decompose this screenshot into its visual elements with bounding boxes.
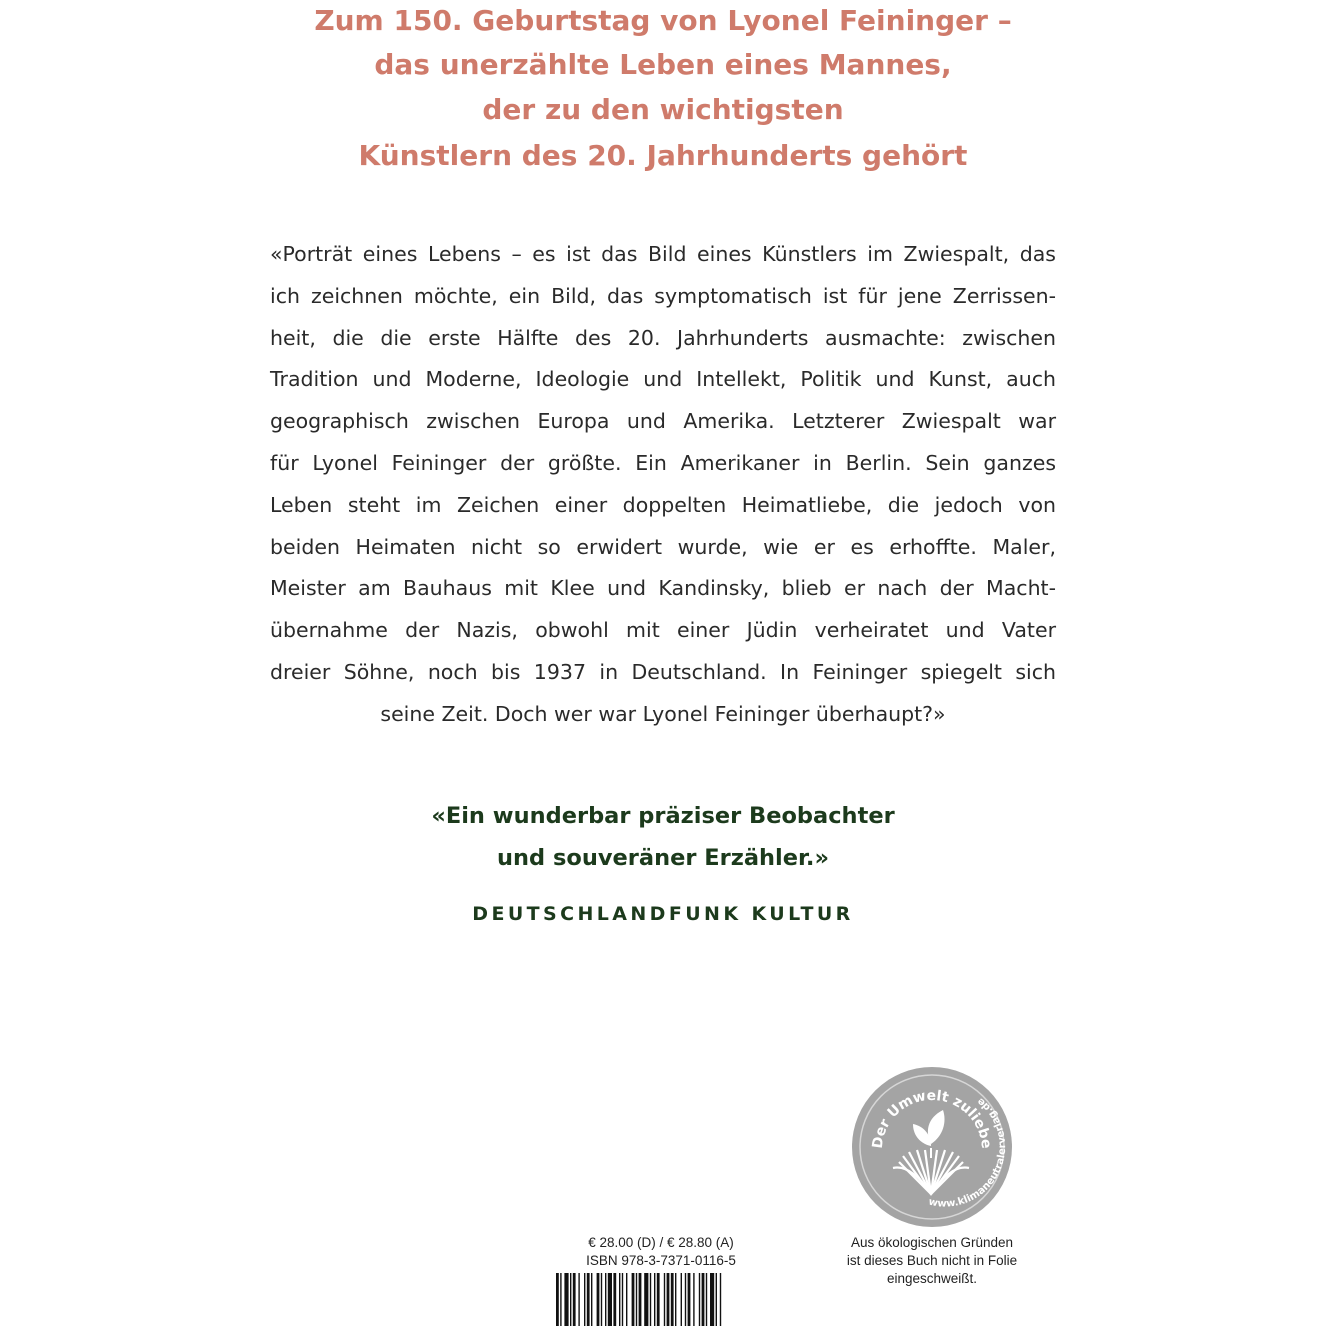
headline-line: der zu den wichtigsten [482,93,844,126]
review-quote-line: und souveräner Erzähler.» [497,845,829,871]
eco-badge-seal [851,1066,1013,1228]
barcode-bar [644,1273,648,1326]
blurb-text [270,234,1056,736]
barcode-bar [671,1273,674,1326]
price-block [556,1234,766,1270]
barcode-bar [716,1273,717,1326]
headline-line: das unerzählte Leben eines Mannes, [374,48,952,81]
barcode-bar [664,1273,665,1326]
eco-badge-top-text: Der Umwelt zuliebe [869,1087,995,1150]
barcode-bar [699,1273,700,1326]
barcode-bar [681,1273,682,1326]
eco-note-line: eingeschweißt. [886,1271,978,1286]
blurb-line: Meister am Bauhaus mit Klee und Kandinsky, blieb er nach der Macht- [270,576,1056,601]
barcode-bar [720,1273,721,1326]
barcode-bar [570,1273,571,1326]
barcode-bar [578,1273,579,1326]
barcode-bar [654,1273,655,1326]
blurb-line: seine Zeit. Doch wer war Lyonel Feininger überhaupt?» [380,701,946,726]
eco-note [832,1234,1032,1288]
blurb-line: Leben steht im Zeichen einer doppelten Heimatliebe, die jedoch von [270,492,1056,517]
barcode-bar [619,1273,620,1326]
barcode-bar [710,1273,714,1326]
price-text: € 28.00 (D) / € 28.80 (A) [588,1235,734,1250]
barcode-bar [657,1273,660,1326]
barcode-bar [639,1273,642,1326]
barcode-bar [706,1273,707,1326]
barcode-bar [591,1273,592,1326]
barcode-bar [688,1273,691,1326]
barcode-bar [622,1273,623,1326]
barcode-graphic [556,1273,766,1326]
blurb-line: «Porträt eines Lebens – es ist das Bild eines Künstlers im Zwiespalt, das [270,242,1056,266]
eco-badge-url: www.klimaneutralerverlag.de [927,1095,1009,1210]
barcode-bar [667,1273,670,1326]
headline-line: Künstlern des 20. Jahrhunderts gehört [358,139,968,172]
blurb-line: beiden Heimaten nicht so erwidert wurde, wie er es erhoffte. Maler, [270,534,1056,559]
barcode-bar [556,1273,559,1326]
barcode-bar [597,1273,600,1326]
blurb-line: Tradition und Moderne, Ideologie und Intellekt, Politik und Kunst, auch [270,367,1056,392]
headline-line: Zum 150. Geburtstag von Lyonel Feininger – [314,4,1012,37]
review-source: DEUTSCHLANDFUNK KULTUR [472,903,854,925]
blurb-line: heit, die die erste Hälfte des 20. Jahrhunderts ausmachte: zwischen [270,325,1056,350]
barcode-bar [564,1273,568,1326]
barcode-bar [608,1273,612,1326]
isbn-text: ISBN 978-3-7371-0116-5 [586,1253,736,1268]
barcode-bar [650,1273,651,1326]
blurb-line: geographisch zwischen Europa und Amerika. Letzterer Zwiespalt war [270,409,1056,434]
review-quote-line: «Ein wunderbar präziser Beobachter [431,803,895,829]
barcode-bar [584,1273,585,1326]
barcode-bar [632,1273,635,1326]
barcode-bar [601,1273,602,1326]
eco-note-line: Aus ökologischen Gründen [850,1235,1014,1250]
blurb-line: ich zeichnen möchte, ein Bild, das symptomatisch ist für jene Zerrissen- [270,283,1056,308]
blurb-line: übernahme der Nazis, obwohl mit einer Jüdin verheiratet und Vater [270,618,1056,643]
barcode-bar [693,1273,694,1326]
barcode-bar [636,1273,637,1326]
barcode-bar [675,1273,676,1326]
eco-badge [851,1066,1013,1228]
eco-note-line: ist dieses Buch nicht in Folie [846,1253,1018,1268]
barcode-bar [573,1273,576,1326]
barcode-bar [626,1273,627,1326]
barcode-bar [613,1273,616,1326]
blurb-line: für Lyonel Feininger der größte. Ein Amerikaner in Berlin. Sein ganzes [270,450,1056,475]
barcode-bar [560,1273,561,1326]
barcode [556,1273,766,1326]
barcode-bar [685,1273,686,1326]
blurb-line: dreier Söhne, noch bis 1937 in Deutschland. In Feininger spiegelt sich [270,659,1056,684]
barcode-bar [605,1273,606,1326]
barcode-bar [587,1273,590,1326]
barcode-bar [702,1273,705,1326]
